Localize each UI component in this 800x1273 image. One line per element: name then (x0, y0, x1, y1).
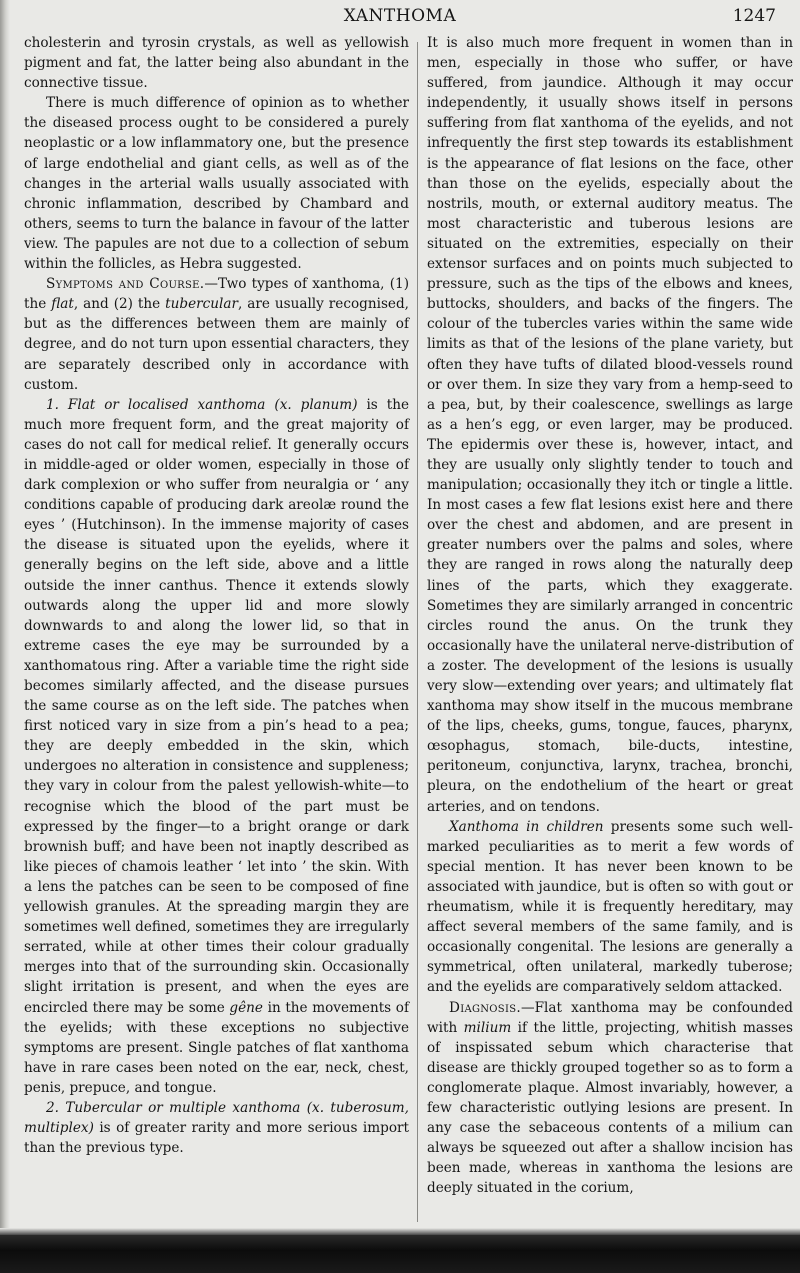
section-heading-symptoms: Symptoms and Course. (46, 276, 205, 293)
running-header-title: XANTHOMA (343, 6, 457, 26)
text-run: , and (2) the (73, 296, 166, 313)
paragraph-symptoms (24, 274, 409, 395)
scan-bottom-border (0, 1235, 800, 1273)
subheading-tubercular-xanthoma: 2. Tubercular or multiple xanthoma (46, 1099, 301, 1116)
text-run: presents some such well-marked peculiarities as to merit a few words of special mention. It has never been known to be associated with jaundice, but is often so with gout or rheumatism, while it is frequently hereditary, may affect several members of the same family, and is occasionally congenital. The lesions are generally a symmetrical, often unilateral, markedly tuberose; and the eyelids are comparatively seldom attacked. (427, 818, 793, 996)
text-run: is of greater rarity and more serious import than the previous type. (24, 1120, 409, 1157)
page-number: 1247 (732, 6, 776, 26)
column-divider (417, 42, 418, 1222)
paragraph-tubercular-xanthoma (24, 1098, 409, 1158)
paragraph: There is much difference of opinion as to whether the diseased process ought to be considered a purely neoplastic or a low inflammatory one, but the presence of large endothelial and giant cells, as well as of the changes in the arterial walls usually associated with chronic inflammation, described by Chambard and others, seems to turn the balance in favour of the latter view. The papules are not due to a collection of sebum within the follicles, as Hebra suggested. (24, 95, 409, 273)
paragraph: It is also much more frequent in women than in men, especially in those who suffer, or have suffered, from jaundice. Although it may occur independently, it usually shows itself in persons suffering from flat xanthoma of the eyelids, and not infrequently the first step towards its establishment is the appearance of flat lesions on the face, other than those on the eyelids, especially about the nostrils, mouth, or external auditory meatus. The most characteristic and tuberous lesions are situated on the extremities, especially on their extensor surfaces and on points much subjected to pressure, such as the tips of the elbows and knees, buttocks, shoulders, and backs of the fingers. The colour of the tubercles varies within the same wide limits as that of the lesions of the plane variety, but often they have tufts of dilated blood-vessels round or over them. In size they vary from a hemp-seed to a pea, but, by their coalescence, swellings as large as a hen’s egg, or even larger, may be produced. The epidermis over these is, however, intact, and they are usually only slightly tender to touch and manipulation; occasionally they itch or tingle a little. In most cases a few flat lesions exist here and there over the chest and abdomen, and are present in greater numbers over the palms and soles, where they are ranged in rows along the naturally deep lines of the parts, which they exaggerate. Sometimes they are similarly arranged in concentric circles round the anus. On the trunk they occasionally have the unilateral nerve-distribution of a zoster. The development of the lesions is usually very slow—extending over years; and ultimately flat xanthoma may show itself in the mucous membrane of the lips, cheeks, gums, tongue, fauces, pharynx, œsophagus, stomach, bile-ducts, intestine, peritoneum, conjunctiva, larynx, trachea, bronchi, pleura, on the endothelium of the heart or great arteries, and on tendons. (427, 35, 793, 815)
text-run: , are usually recognised, but as the differences between them are mainly of degree, and do not turn upon essential characters, they are separately described only in accordance with custom. (24, 296, 409, 393)
right-column (427, 33, 793, 1198)
subheading-children: Xanthoma in children (449, 818, 604, 835)
text-run: in the movements of the eyelids; with these exceptions no subjective symptoms are present. Single patches of flat xanthoma have in rare cases been noted on the ear, neck, chest, penis, prepuce, and tongue. (24, 999, 409, 1096)
paragraph-diagnosis (427, 998, 793, 1199)
text-run: is the much more frequent form, and the great majority of cases do not call for medical relief. It generally occurs in middle-aged or older women, especially in those of dark complexion or who suffer from neuralgia or ‘ any conditions capable of producing dark areolæ round the eyes ’ (Hutchinson). In the immense majority of cases the disease is situated upon the eyelids, where it generally begins on the left side, above and a little outside the inner canthus. Thence it extends slowly outwards along the upper lid and more slowly downwards to and along the lower lid, so that in extreme cases the eye may be surrounded by a xanthomatous ring. After a variable time the right side becomes similarly affected, and the disease pursues the same course as on the left side. The patches when first noticed vary in size from a pin’s head to a pea; they are deeply embedded in the skin, which undergoes no alteration in consistence and suppleness; they vary in colour from the palest yellowish-white—to recognise which the blood of the part must be expressed by the finger—to a bright orange or dark brownish buff; and have been not inaptly described as like pieces of chamois leather ‘ let into ’ the skin. With a lens the patches can be seen to be composed of fine yellowish granules. At the spreading margin they are sometimes well defined, sometimes they are irregularly serrated, while at other times their colour gradually merges into that of the surrounding skin. Occasionally slight irritation is present, and when the eyes are encircled there may be some (24, 396, 409, 1016)
paragraph-children (427, 817, 793, 998)
subheading-flat-xanthoma: 1. Flat or localised xanthoma (46, 396, 266, 413)
text-run: —Flat xanthoma may be confounded with (427, 999, 793, 1036)
text-run: —Two types of xanthoma, (1) the (24, 276, 410, 313)
paragraph-flat-xanthoma (24, 395, 409, 1098)
emphasis-tubercular: tubercular (165, 296, 238, 313)
section-heading-diagnosis: Diagnosis. (449, 999, 521, 1016)
latin-name: (x. tuberosum, multiplex) (24, 1099, 409, 1137)
left-column (24, 33, 409, 1158)
page-edge-shadow (0, 0, 10, 1273)
emphasis-gene: gêne (229, 999, 263, 1016)
latin-name: (x. planum) (274, 396, 358, 413)
paragraph: cholesterin and tyrosin crystals, as well as yellowish pigment and fat, the latter being also abundant in the connective tissue. (24, 35, 409, 92)
emphasis-milium: milium (463, 1019, 512, 1036)
text-run: if the little, projecting, whitish masses of inspissated sebum which characterise that disease are thickly grouped together so as to form a conglomerate plaque. Almost invariably, however, a few characteristic outlying lesions are present. In any case the sebaceous contents of a milium can always be squeezed out after a shallow incision has been made, whereas in xanthoma the lesions are deeply situated in the corium, (427, 1019, 793, 1197)
emphasis-flat: flat (51, 296, 74, 313)
